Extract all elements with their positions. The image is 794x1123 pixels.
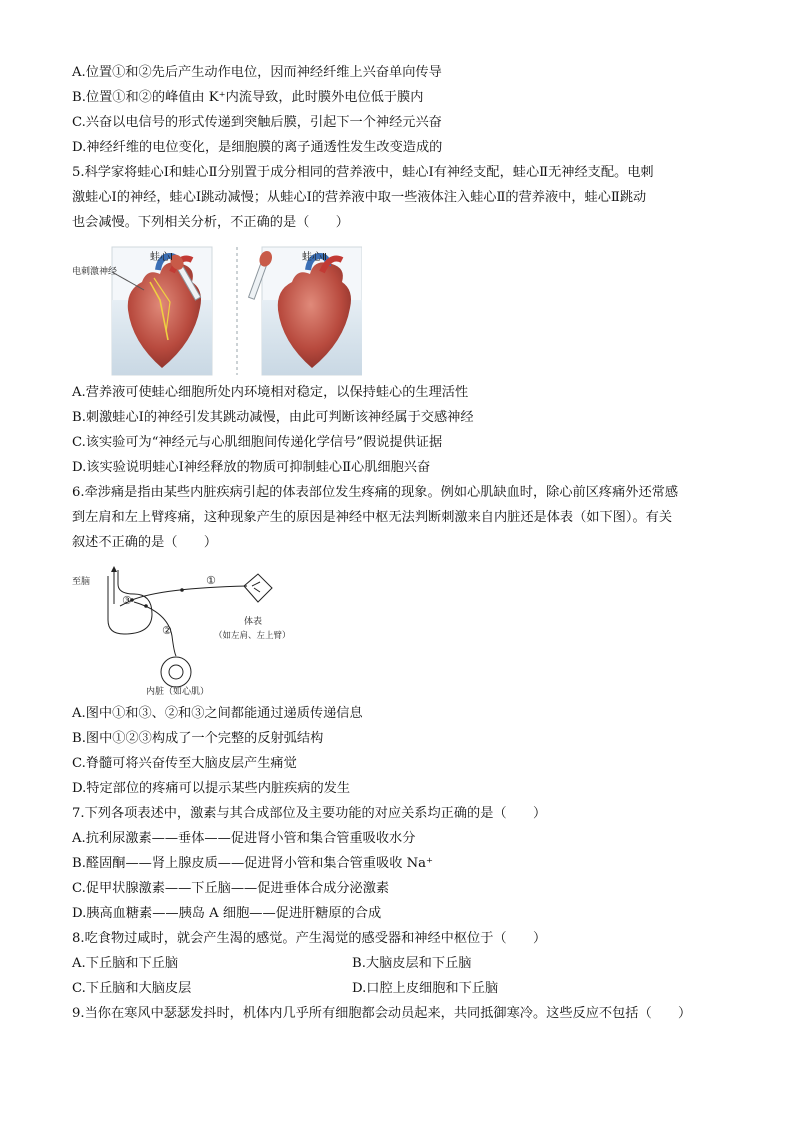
- label-3: ③: [122, 594, 132, 607]
- q7-option-d: D.胰高血糖素——胰岛 A 细胞——促进肝糖原的合成: [72, 906, 382, 921]
- arrow-up-icon: [111, 566, 117, 572]
- q7-option-c: C.促甲状腺激素——下丘脑——促进垂体合成分泌激素: [72, 881, 390, 896]
- q6-option-d: D.特定部位的疼痛可以提示某些内脏疾病的发生: [72, 781, 351, 796]
- viscera-outer: [161, 657, 191, 687]
- q4-option-c: C.兴奋以电信号的形式传递到突触后膜，引起下一个神经元兴奋: [72, 115, 442, 130]
- label-stim-nerve: 电刺激神经: [72, 267, 118, 277]
- q8-option-b: B.大脑皮层和下丘脑: [352, 956, 472, 971]
- q5-stem-line-2: 激蛙心Ⅰ的神经，蛙心Ⅰ跳动减慢；从蛙心Ⅰ的营养液中取一些液体注入蛙心Ⅱ的营养液中，蛙心Ⅱ跳动: [72, 190, 647, 205]
- q6-option-c: C.脊髓可将兴奋传至大脑皮层产生痛觉: [72, 756, 297, 771]
- q6-stem-line-3: 叙述不正确的是（ ）: [72, 535, 218, 550]
- q6-referred-pain-diagram: [72, 560, 312, 698]
- fiber-1: [132, 586, 247, 600]
- q5-stem-line-1: 5.科学家将蛙心Ⅰ和蛙心Ⅱ分别置于成分相同的营养液中，蛙心Ⅰ有神经支配，蛙心Ⅱ无神经支配。电刺: [72, 165, 654, 180]
- q5-stem-line-3: 也会减慢。下列相关分析，不正确的是（ ）: [72, 215, 349, 230]
- q8-option-d: D.口腔上皮细胞和下丘脑: [352, 981, 499, 996]
- q9-stem: 9.当你在寒风中瑟瑟发抖时，机体内几乎所有细胞都会动员起来，共同抵御寒冷。这些反应不包括（ ）: [72, 1006, 692, 1021]
- q5-option-a: A.营养液可使蛙心细胞所处内环境相对稳定，以保持蛙心的生理活性: [72, 385, 469, 400]
- q7-stem: 7.下列各项表述中，激素与其合成部位及主要功能的对应关系均正确的是（ ）: [72, 806, 547, 821]
- q5-option-c: C.该实验可为“神经元与心肌细胞间传递化学信号”假说提供证据: [72, 435, 443, 450]
- q7-option-a: A.抗利尿激素——垂体——促进肾小管和集合管重吸收水分: [72, 831, 416, 846]
- q7-option-b: B.醛固酮——肾上腺皮质——促进肾小管和集合管重吸收 Na⁺: [72, 856, 433, 871]
- label-to-brain: 至脑: [72, 577, 91, 587]
- q5-option-d: D.该实验说明蛙心Ⅰ神经释放的物质可抑制蛙心Ⅱ心肌细胞兴奋: [72, 460, 431, 475]
- q4-option-d: D.神经纤维的电位变化，是细胞膜的离子通透性发生改变造成的: [72, 140, 443, 155]
- q5-option-b: B.刺激蛙心Ⅰ的神经引发其跳动减慢，由此可判断该神经属于交感神经: [72, 410, 474, 425]
- label-heart-2: 蛙心Ⅱ: [302, 252, 327, 263]
- body-surface-receptor: [244, 574, 272, 602]
- q8-option-c: C.下丘脑和大脑皮层: [72, 981, 192, 996]
- q4-option-a: A.位置①和②先后产生动作电位，因而神经纤维上兴奋单向传导: [72, 65, 442, 80]
- q6-option-b: B.图中①②③构成了一个完整的反射弧结构: [72, 731, 324, 746]
- q8-stem: 8.吃食物过咸时，就会产生渴的感觉。产生渴觉的感受器和神经中枢位于（ ）: [72, 931, 547, 946]
- viscera-inner: [169, 665, 183, 679]
- q5-heart-figure: [72, 242, 362, 376]
- q8-option-a: A.下丘脑和下丘脑: [72, 956, 179, 971]
- label-body-surface: 体表: [244, 617, 263, 627]
- q6-stem-line-1: 6.牵涉痛是指由某些内脏疾病引起的体表部位发生疼痛的现象。例如心肌缺血时，除心前区疼痛外还常感: [72, 485, 679, 500]
- label-viscera: 内脏（如心肌）: [146, 687, 210, 697]
- label-1: ①: [206, 574, 216, 587]
- label-body-surface-example: （如左肩、左上臂）: [214, 631, 291, 641]
- q6-stem-line-2: 到左肩和左上臂疼痛，这种现象产生的原因是神经中枢无法判断刺激来自内脏还是体表（如下图）。有关: [72, 510, 673, 525]
- label-2: ②: [162, 624, 172, 637]
- q4-option-b: B.位置①和②的峰值由 K⁺内流导致，此时膜外电位低于膜内: [72, 90, 424, 105]
- label-heart-1: 蛙心Ⅰ: [150, 252, 173, 263]
- q6-option-a: A.图中①和③、②和③之间都能通过递质传递信息: [72, 706, 363, 721]
